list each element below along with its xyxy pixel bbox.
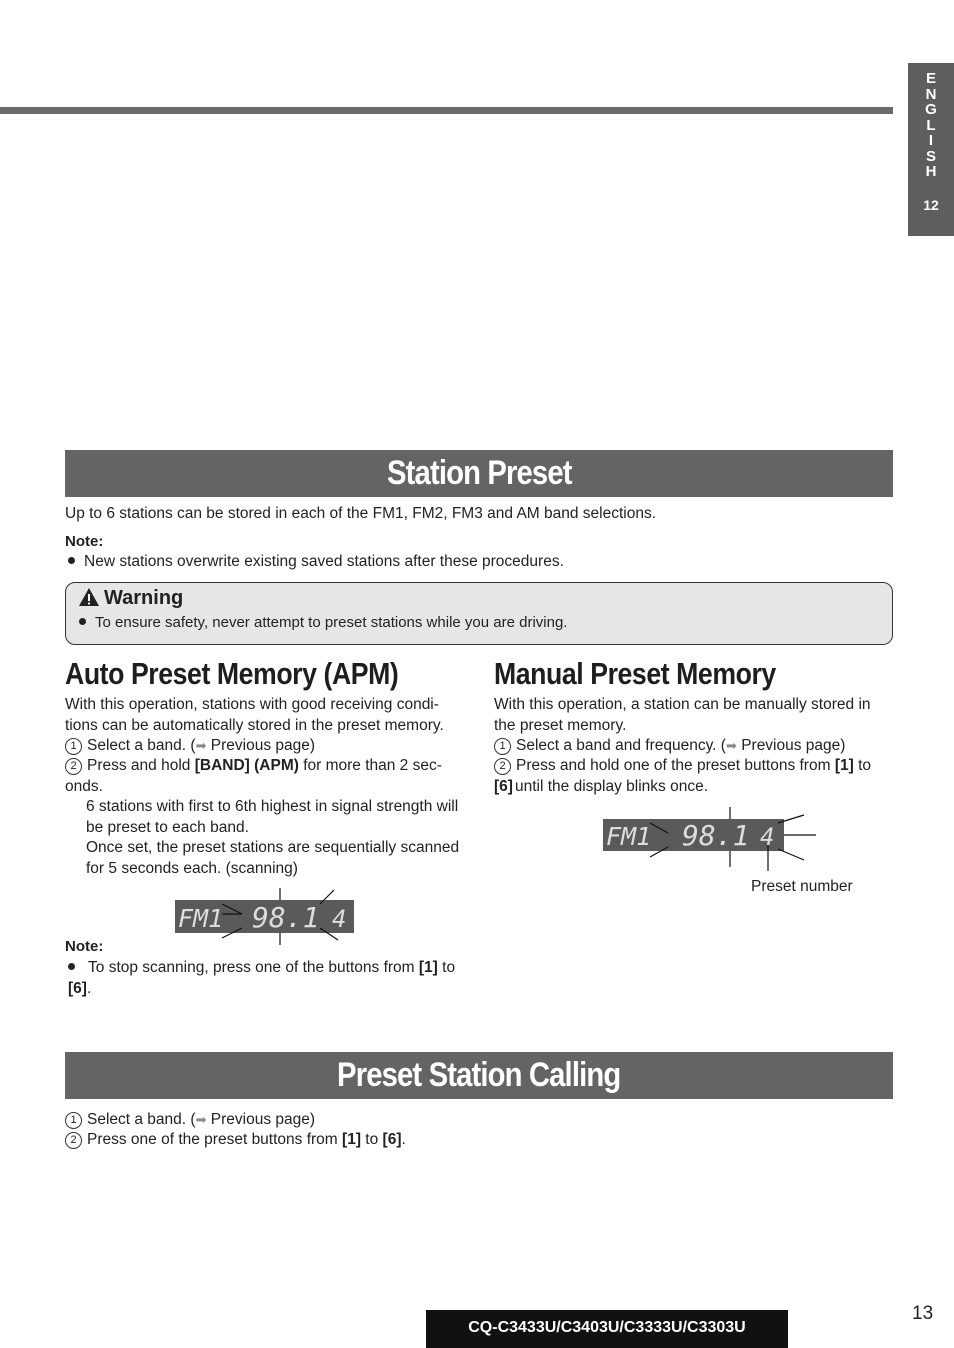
- lang-letter: H: [925, 163, 937, 180]
- note-bold: [1]: [418, 959, 438, 976]
- apm-title: Auto Preset Memory (APM): [65, 656, 399, 691]
- step-ref: Previous page): [741, 737, 846, 754]
- manual-display-illustration: [602, 805, 822, 875]
- preset-number-callout: Preset number: [751, 878, 853, 895]
- arrow-right-icon: ➡: [195, 1112, 207, 1127]
- lang-letter: N: [925, 85, 937, 103]
- step-bold: [6]: [494, 777, 513, 795]
- tab-page-number: 12: [923, 196, 939, 213]
- step-text: to: [853, 757, 871, 774]
- step-text: for more than 2 sec-onds.: [65, 757, 442, 795]
- arrow-right-icon: ➡: [725, 738, 737, 753]
- step-bold: [1]: [342, 1131, 361, 1148]
- step-number: 1: [494, 738, 511, 755]
- display-preset: 4: [332, 905, 347, 933]
- station-preset-title: Station Preset: [386, 454, 572, 492]
- display-band: FM1: [178, 904, 224, 933]
- step-text: Press and hold one of the preset buttons from: [516, 757, 835, 774]
- step-bold: [1]: [834, 757, 854, 774]
- apm-step-2: [65, 756, 465, 797]
- lang-letter: E: [925, 70, 936, 87]
- station-preset-note: [68, 552, 564, 573]
- step-text: to: [360, 1131, 383, 1148]
- apm-display-illustration: [174, 886, 364, 946]
- warning-box: [65, 582, 893, 645]
- step-bold: [6]: [382, 1131, 402, 1148]
- apm-note: [68, 958, 463, 999]
- lang-letter: I: [928, 132, 934, 149]
- warning-text: [79, 614, 567, 631]
- step-ref: Previous page): [210, 737, 316, 754]
- top-rule: [0, 107, 893, 114]
- station-preset-banner: [65, 450, 893, 497]
- apm-step-2-p2: 6 stations with first to 6th highest in signal strength will be preset to each band.: [86, 798, 459, 836]
- station-preset-intro: Up to 6 stations can be stored in each of the FM1, FM2, FM3 and AM band selections.: [65, 505, 657, 522]
- display-frequency: 98.1: [252, 901, 320, 934]
- calling-step-1: [65, 1110, 315, 1131]
- step-text: Press one of the preset buttons from: [87, 1131, 343, 1148]
- calling-step-2: [65, 1130, 406, 1151]
- preset-calling-banner: [65, 1052, 893, 1099]
- manual-step-2-cont: until the display blinks once.: [515, 778, 709, 795]
- manual-step-1: [494, 736, 845, 757]
- manual-heading: [494, 656, 822, 692]
- warning-text-body: To ensure safety, never attempt to preset stations while you are driving.: [95, 614, 568, 631]
- lang-letter: G: [925, 101, 937, 118]
- step-text: Press and hold: [87, 757, 195, 774]
- warning-icon: [78, 587, 100, 607]
- lang-letter: S: [925, 147, 936, 165]
- apm-step-2-p3: Once set, the preset stations are sequentially scanned for 5 seconds each. (scanning): [86, 839, 460, 877]
- note-bold: [6]: [68, 979, 87, 997]
- note-heading: Note:: [65, 533, 104, 550]
- step-text: Select a band and frequency. (: [516, 737, 726, 754]
- page-number: 13: [912, 1303, 934, 1324]
- note-text: To stop scanning, press one of the buttons from: [88, 959, 419, 976]
- step-number: 2: [494, 758, 511, 775]
- apm-note-heading: Note:: [65, 938, 104, 955]
- step-number: 2: [65, 1132, 82, 1149]
- note-text: to: [437, 959, 456, 976]
- manual-title: Manual Preset Memory: [494, 656, 776, 691]
- apm-step-1: [65, 736, 315, 757]
- model-number-tag: CQ-C3433U/C3403U/C3333U/C3303U: [426, 1310, 788, 1348]
- manual-intro: With this operation, a station can be manually stored in the preset memory.: [494, 696, 871, 734]
- step-text: Select a band. (: [87, 737, 196, 754]
- step-text: .: [401, 1131, 406, 1148]
- note-text: .: [86, 979, 92, 997]
- language-letters: [908, 63, 954, 180]
- display-band: FM1: [606, 822, 652, 851]
- apm-heading: [65, 656, 453, 692]
- step-number: 1: [65, 1112, 82, 1129]
- step-text: Select a band. (: [87, 1111, 196, 1128]
- note-text: New stations overwrite existing saved stations after these procedures.: [84, 553, 564, 570]
- display-preset: 4: [760, 823, 775, 851]
- preset-calling-title: Preset Station Calling: [337, 1056, 621, 1094]
- step-ref: Previous page): [210, 1111, 316, 1128]
- language-tab: [908, 63, 954, 236]
- step-bold: [BAND] (APM): [194, 757, 299, 774]
- step-number: 2: [65, 758, 82, 775]
- warning-title: [78, 587, 183, 610]
- apm-intro: With this operation, stations with good receiving condi-tions can be automatically stored in the preset memory.: [65, 696, 444, 734]
- step-number: 1: [65, 738, 82, 755]
- arrow-right-icon: ➡: [195, 738, 207, 753]
- lang-letter: L: [926, 116, 936, 134]
- warning-title-text: Warning: [104, 587, 184, 609]
- display-frequency: 98.1: [682, 819, 750, 852]
